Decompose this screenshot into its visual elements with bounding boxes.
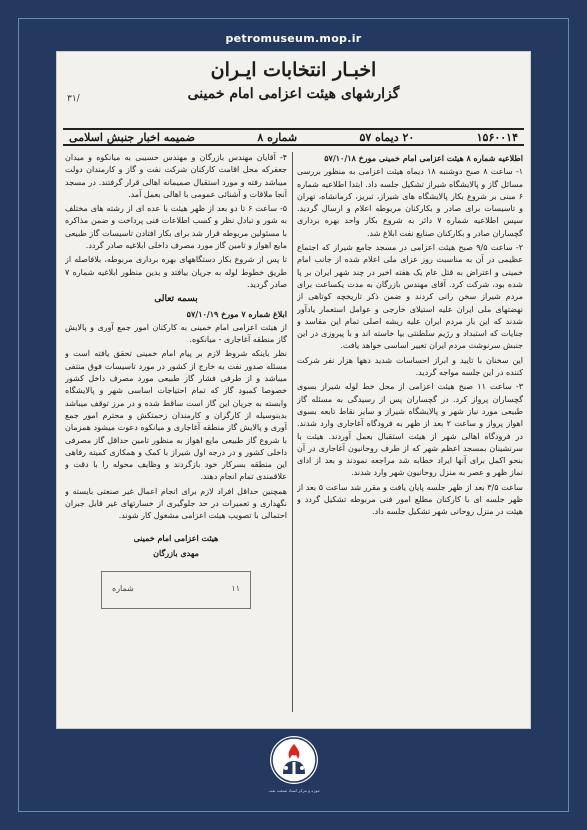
stamp-label: شماره [112,584,134,594]
left-column [65,152,287,720]
right-column-paragraph: این سخنان با تایید و ابراز احساسات شدید دهها هزار نفر شرکت کننده در این جلسه مواجه گردید. [297,355,523,378]
right-column-paragraph: ۲- ساعت ۹/۵ صبح هیئت اعزامی در مسجد جامع شیراز که اجتماع عظیمی در آن به مناسبت روز عزای ملی اعلام شده از جانب امام خمینی و اعتراض به قتل عام یک هفته اخیر در چند شهر ایران بر پا شده بود، شرکت کرد. آقای مهندس بازرگان به مدت یکساعت برای مردم شیراز سخن رانی کردند و ضمن ذکر تاریخچه کوتاهی از نهضتهای ملی ایران علیه استیلای خارجی و عوامل استعمار یادآور شدند که این بار مردم ایران علیه ریشه اصلی تمام این مفاسد و جنایات که استبداد و رژیم سلطنتی بپا خاسته اند و با پیروزی در این جنبش سرنوشت مردم ایران تغییر اساسی خواهد یافت. [297,243,523,351]
left-column-paragraph: تا پس از شروع بکار دستگاههای بهره برداری مربوطه، بلافاصله از طریق خطوط لوله به جریان بیافتد و بدین منظور ابلاغیه شماره ۷ صادر گردید. [65,255,287,289]
right-column-paragraph: اطلاعیه شماره ۸ هیئت اعزامی امام خمینی مورخ ۵۷/۱۰/۱۸ [324,153,523,163]
signature-block [65,531,287,561]
right-column [297,152,523,720]
logo-caption: موزه و مرکز اسناد صنعت نفت [268,788,320,793]
column-divider [292,152,293,712]
right-column-paragraph: ساعت ۳/۵ بعد از ظهر جلسه پایان یافت و مقرر شد ساعت ۵ بعد از ظهر جلسه ای با کارکنان مطلع امور فنی مربوطه تشکیل گردد و هیئت در منزل روحانی شهر تشکیل جلسه داد. [297,482,523,517]
left-column-paragraph: نظر باینکه شروط لازم بر پیام امام خمینی تحقق یافته است و مسئله صدور نفت به خارج از کشور در مورد تاسیسات فوق منتفی میباشد و از طرفی فشار گاز طبیعی مورد مصرف داخل کشور خصوصا کمبود گاز که تمام احتیاجات اساسی شهر و پالایشگاه وابسته به جریان این گاز است ساقط شده و در مرز توقف میباشد بدینوسیله از کارگران و کارمندان زحمتکش و محترم امور جمع آوری و پالایش گاز منطقه آغاجاری و میانکوه دعوت میشود همزمان با شروع گاز طبیعی مایع اهواز به منظور تامین حداقل گاز مصرفی داخلی کشور و در درجه اول شیراز با کمک و همکاری کمیته رفاهی این منطقه بسرکار خود بازگردند و وظایف محوله را با دقت و علاقمندی تمام انجام دهند. [65,349,287,482]
stamp-value: ۱۱ [231,584,240,594]
issue-serial: ۱۵۶۰۰۱۴ [476,130,518,144]
left-column-paragraph: همچنین حداقل افراد لازم برای انجام اعمال غیر صنعتی بایسته و نگهداری و تعمیرات در حد جلوگیری از خسارتهای غیر قابل جبران احتمالی با تصویب هیئت اعزامی مشغول کار شوند. [65,486,287,521]
issue-bar [63,128,524,146]
left-column-paragraph: ۴- آقایان مهندس بازرگان و مهندس حسیبی به میانکوه و میدان جعفرکه محل اقامت کارکنان شرکت نفت و گاز و کارمندان دولت میباشد رفته و مورد استقبال صمیمانه اهالی قرار گرفتند. در مسجد آنجا ملاقات و آشنائی عمومی با اهالی بعمل آمد. [65,153,287,199]
masthead-title: اخبـار انتخابات ایـران [210,59,377,81]
right-column-paragraph: ۱- ساعت ۸ صبح دوشنبه ۱۸ دیماه هیئت اعزامی به منظور بررسی مسائل گاز و پالایشگاه شیراز تشکیل جلسه داد. ابتدا اطلاعیه شماره ۶ مبنی بر شروع بکار پالایشگاه های شیراز، تبریز، کرمانشاه، تهران و تاسیسات برای صادر و بکارکنان مربوطه اعلام و ارسال گردید. سپس اطلاعیه شماره ۷ دائر به شروع بکار واحد بهره برداری گچساران صادر و بکارکنان صنایع نفت ابلاغ شد. [297,167,523,238]
document-page [57,52,530,728]
petroleum-museum-logo-icon [268,734,320,786]
site-url[interactable]: petromuseum.mop.ir [225,32,362,45]
left-column-paragraph: ۵- ساعت ۶ تا دو بعد از ظهر هیئت با عده ای از رشته های مختلف به شور و تبادل نظر و کسب اطلاعات فنی پرداخت و ضمن مذاکره با مسئولین مربوطه قرار شد برای بکار افتادن تاسیسات گاز طبیعی مایع اهواز و تامین گاز مورد مصرف داخلی ابلاغیه صادر گردد. [65,204,287,251]
masthead-subtitle: گزارشهای هیئت اعزامی امام خمینی [187,86,400,102]
left-column-paragraph: از هیئت اعزامی امام خمینی به کارکنان امور جمع آوری و پالایش گاز منطقه آغاجاری - میانکوه. [65,322,287,345]
right-column-paragraph: ۳- ساعت ۱۱ صبح هیئت اعزامی از محل خط لوله شیراز بسوی گچساران پرواز کرد. در گچساران پس از رسیدگی به مسئله گاز طبیعی مورد نیاز شهر و پالایشگاه شیراز و سایر نقاط تابعه بسوی اهواز پرواز و ساعت ۲ بعد از ظهر به فرودگاه آغاجاری وارد شدند. در فرودگاه اهالی شهر از هیئت استقبال بعمل آوردند. هیئت با سرنشینان بمسجد اعظم شهر که از طرف روحانیون آغاجاری در آن بنحو اکمل برای آنها ایراد خطابه شد مراجعه نمودند و بعد از ادای نماز ظهر و عصر به منزل روحانیون شهر وارد شدند. [297,382,523,478]
left-column-paragraph: ابلاغ شماره ۷ مورخ ۵۷/۱۰/۱۹ [186,308,287,319]
issue-date: ۲۰ دیماه ۵۷ [359,130,415,144]
registry-stamp [101,571,251,609]
masthead [57,58,530,104]
page-number: ۳۱/ [67,94,80,104]
left-column-paragraph: بسمه تعالی [154,294,198,305]
signature-name: مهدی بازرگان [153,547,199,558]
signature-org: هیئت اعزامی امام خمینی [133,532,219,543]
issue-supplement: ضمیمه اخبار جنبش اسلامی [69,130,195,144]
issue-number: شماره ۸ [257,130,298,144]
